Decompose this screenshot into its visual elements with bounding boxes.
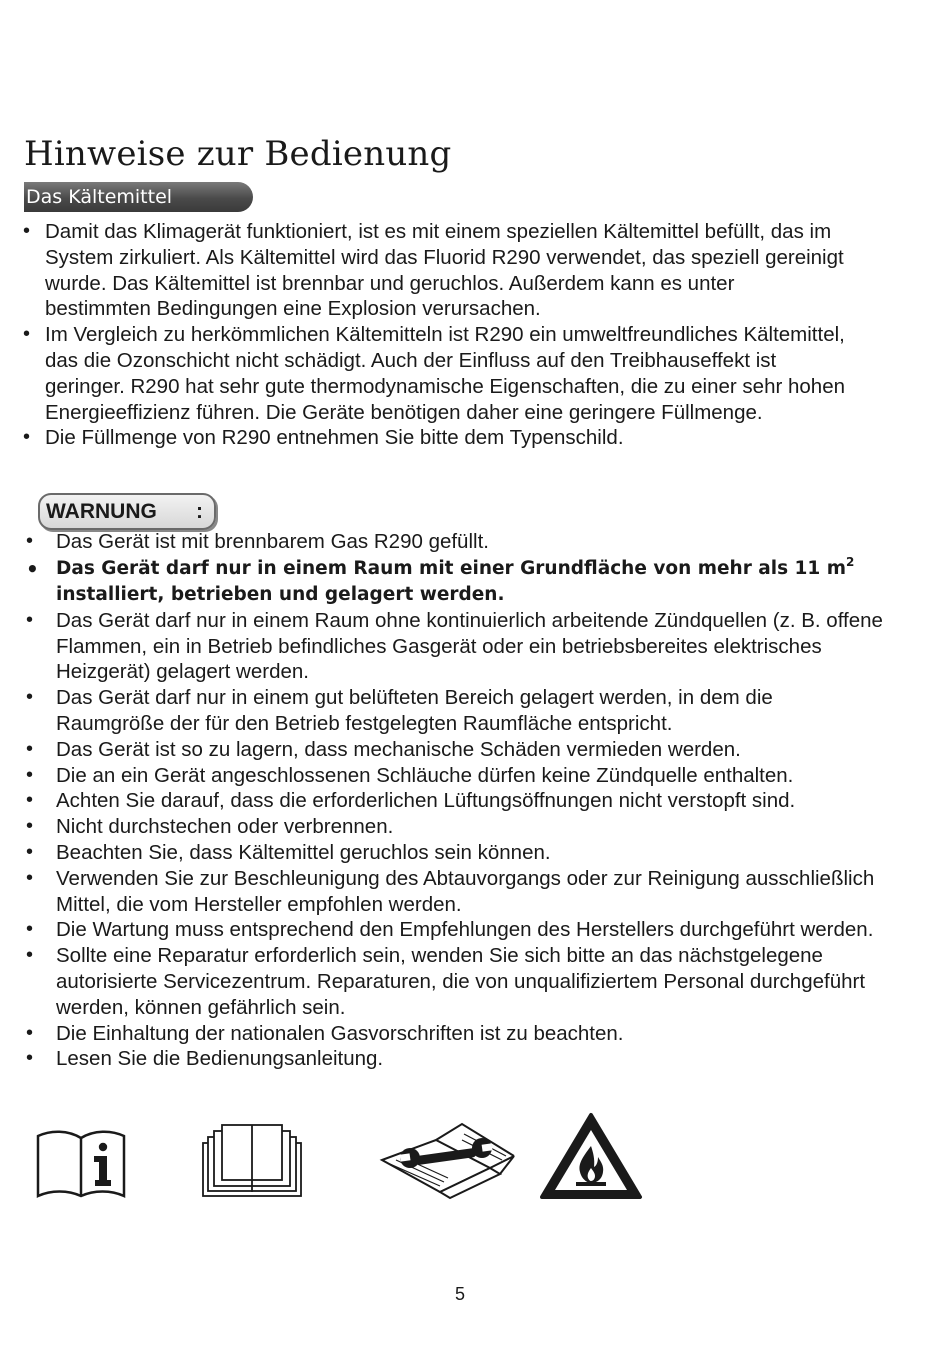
page-title: Hinweise zur Bedienung xyxy=(24,134,452,174)
list-item: • Im Vergleich zu herkömmlichen Kältemitteln ist R290 ein umweltfreundliches Kältemittel, das die Ozonschicht nicht schädigt. Auch der Einfluss auf den Treibhauseffekt ist geringer. R290 hat sehr gute thermodynamische Eigenschaften, die zu einer sehr hohen Energieeffizienz führen. Die Geräte benötigen daher eine geringere Füllmenge. xyxy=(45,322,845,425)
warning-list xyxy=(56,529,886,1072)
manual-info-icon xyxy=(34,1110,128,1200)
list-item: • Das Gerät ist so zu lagern, dass mechanische Schäden vermieden werden. xyxy=(56,737,886,763)
list-item: • Damit das Klimagerät funktioniert, ist es mit einem speziellen Kältemittel befüllt, das im System zirkuliert. Als Kältemittel wird das Fluorid R290 verwendet, das speziell gereinigt wurde. Das Kältemittel ist brennbar und geruchlos. Außerdem kann es unter bestimmten Bedingungen eine Explosion verursachen. xyxy=(45,219,845,322)
room-size-superscript: 2 xyxy=(846,554,855,569)
room-size-text: Das Gerät darf nur in einem Raum mit einer Grundfläche von mehr als 11 m xyxy=(56,557,847,579)
section-heading-label: Das Kältemittel xyxy=(26,186,173,208)
warning-label-text: WARNUNG xyxy=(46,500,157,523)
list-item: • Das Gerät darf nur in einem Raum ohne kontinuierlich arbeitende Zündquellen (z. B. offene Flammen, ein in Betrieb befindliches Gasgerät oder ein betriebsbereites elektrisches Heizgerät) gelagert werden. xyxy=(56,608,886,685)
list-item: • Verwenden Sie zur Beschleunigung des Abtauvorgangs oder zur Reinigung ausschließlich Mittel, die vom Hersteller empfohlen werden. xyxy=(56,866,886,918)
list-item: • Achten Sie darauf, dass die erforderlichen Lüftungsöffnungen nicht verstopft sind. xyxy=(56,788,886,814)
list-item: • Das Gerät ist mit brennbarem Gas R290 gefüllt. xyxy=(56,529,886,555)
flammable-warning-icon xyxy=(538,1110,644,1202)
list-item: • Sollte eine Reparatur erforderlich sein, wenden Sie sich bitte an das nächstgelegene autorisierte Servicezentrum. Reparaturen, die von unqualifiziertem Personal durchgeführt werden, können gefährlich sein. xyxy=(56,943,886,1020)
list-item: • Lesen Sie die Bedienungsanleitung. xyxy=(56,1046,886,1072)
list-item: • Die an ein Gerät angeschlossenen Schläuche dürfen keine Zündquelle enthalten. xyxy=(56,763,886,789)
list-item: • Beachten Sie, dass Kältemittel geruchlos sein können. xyxy=(56,840,886,866)
list-item: • Nicht durchstechen oder verbrennen. xyxy=(56,814,886,840)
operator-manual-icon xyxy=(200,1110,304,1200)
warning-label-colon: : xyxy=(196,500,203,523)
service-manual-icon xyxy=(378,1110,518,1200)
list-item: • Die Einhaltung der nationalen Gasvorschriften ist zu beachten. xyxy=(56,1021,886,1047)
section-heading xyxy=(24,182,253,212)
intro-list xyxy=(45,219,845,451)
page-number: 5 xyxy=(454,1284,465,1304)
room-size-continuation: installiert, betrieben und gelagert werden. xyxy=(56,583,505,605)
list-item: • Das Gerät darf nur in einem gut belüfteten Bereich gelagert werden, in dem die Raumgröße der für den Betrieb festgelegten Raumfläche entspricht. xyxy=(56,685,886,737)
list-item: • Die Wartung muss entsprechend den Empfehlungen des Herstellers durchgeführt werden. xyxy=(56,917,886,943)
list-item-room-size xyxy=(56,556,886,608)
warning-label xyxy=(38,493,216,530)
list-item: • Die Füllmenge von R290 entnehmen Sie bitte dem Typenschild. xyxy=(45,425,845,451)
